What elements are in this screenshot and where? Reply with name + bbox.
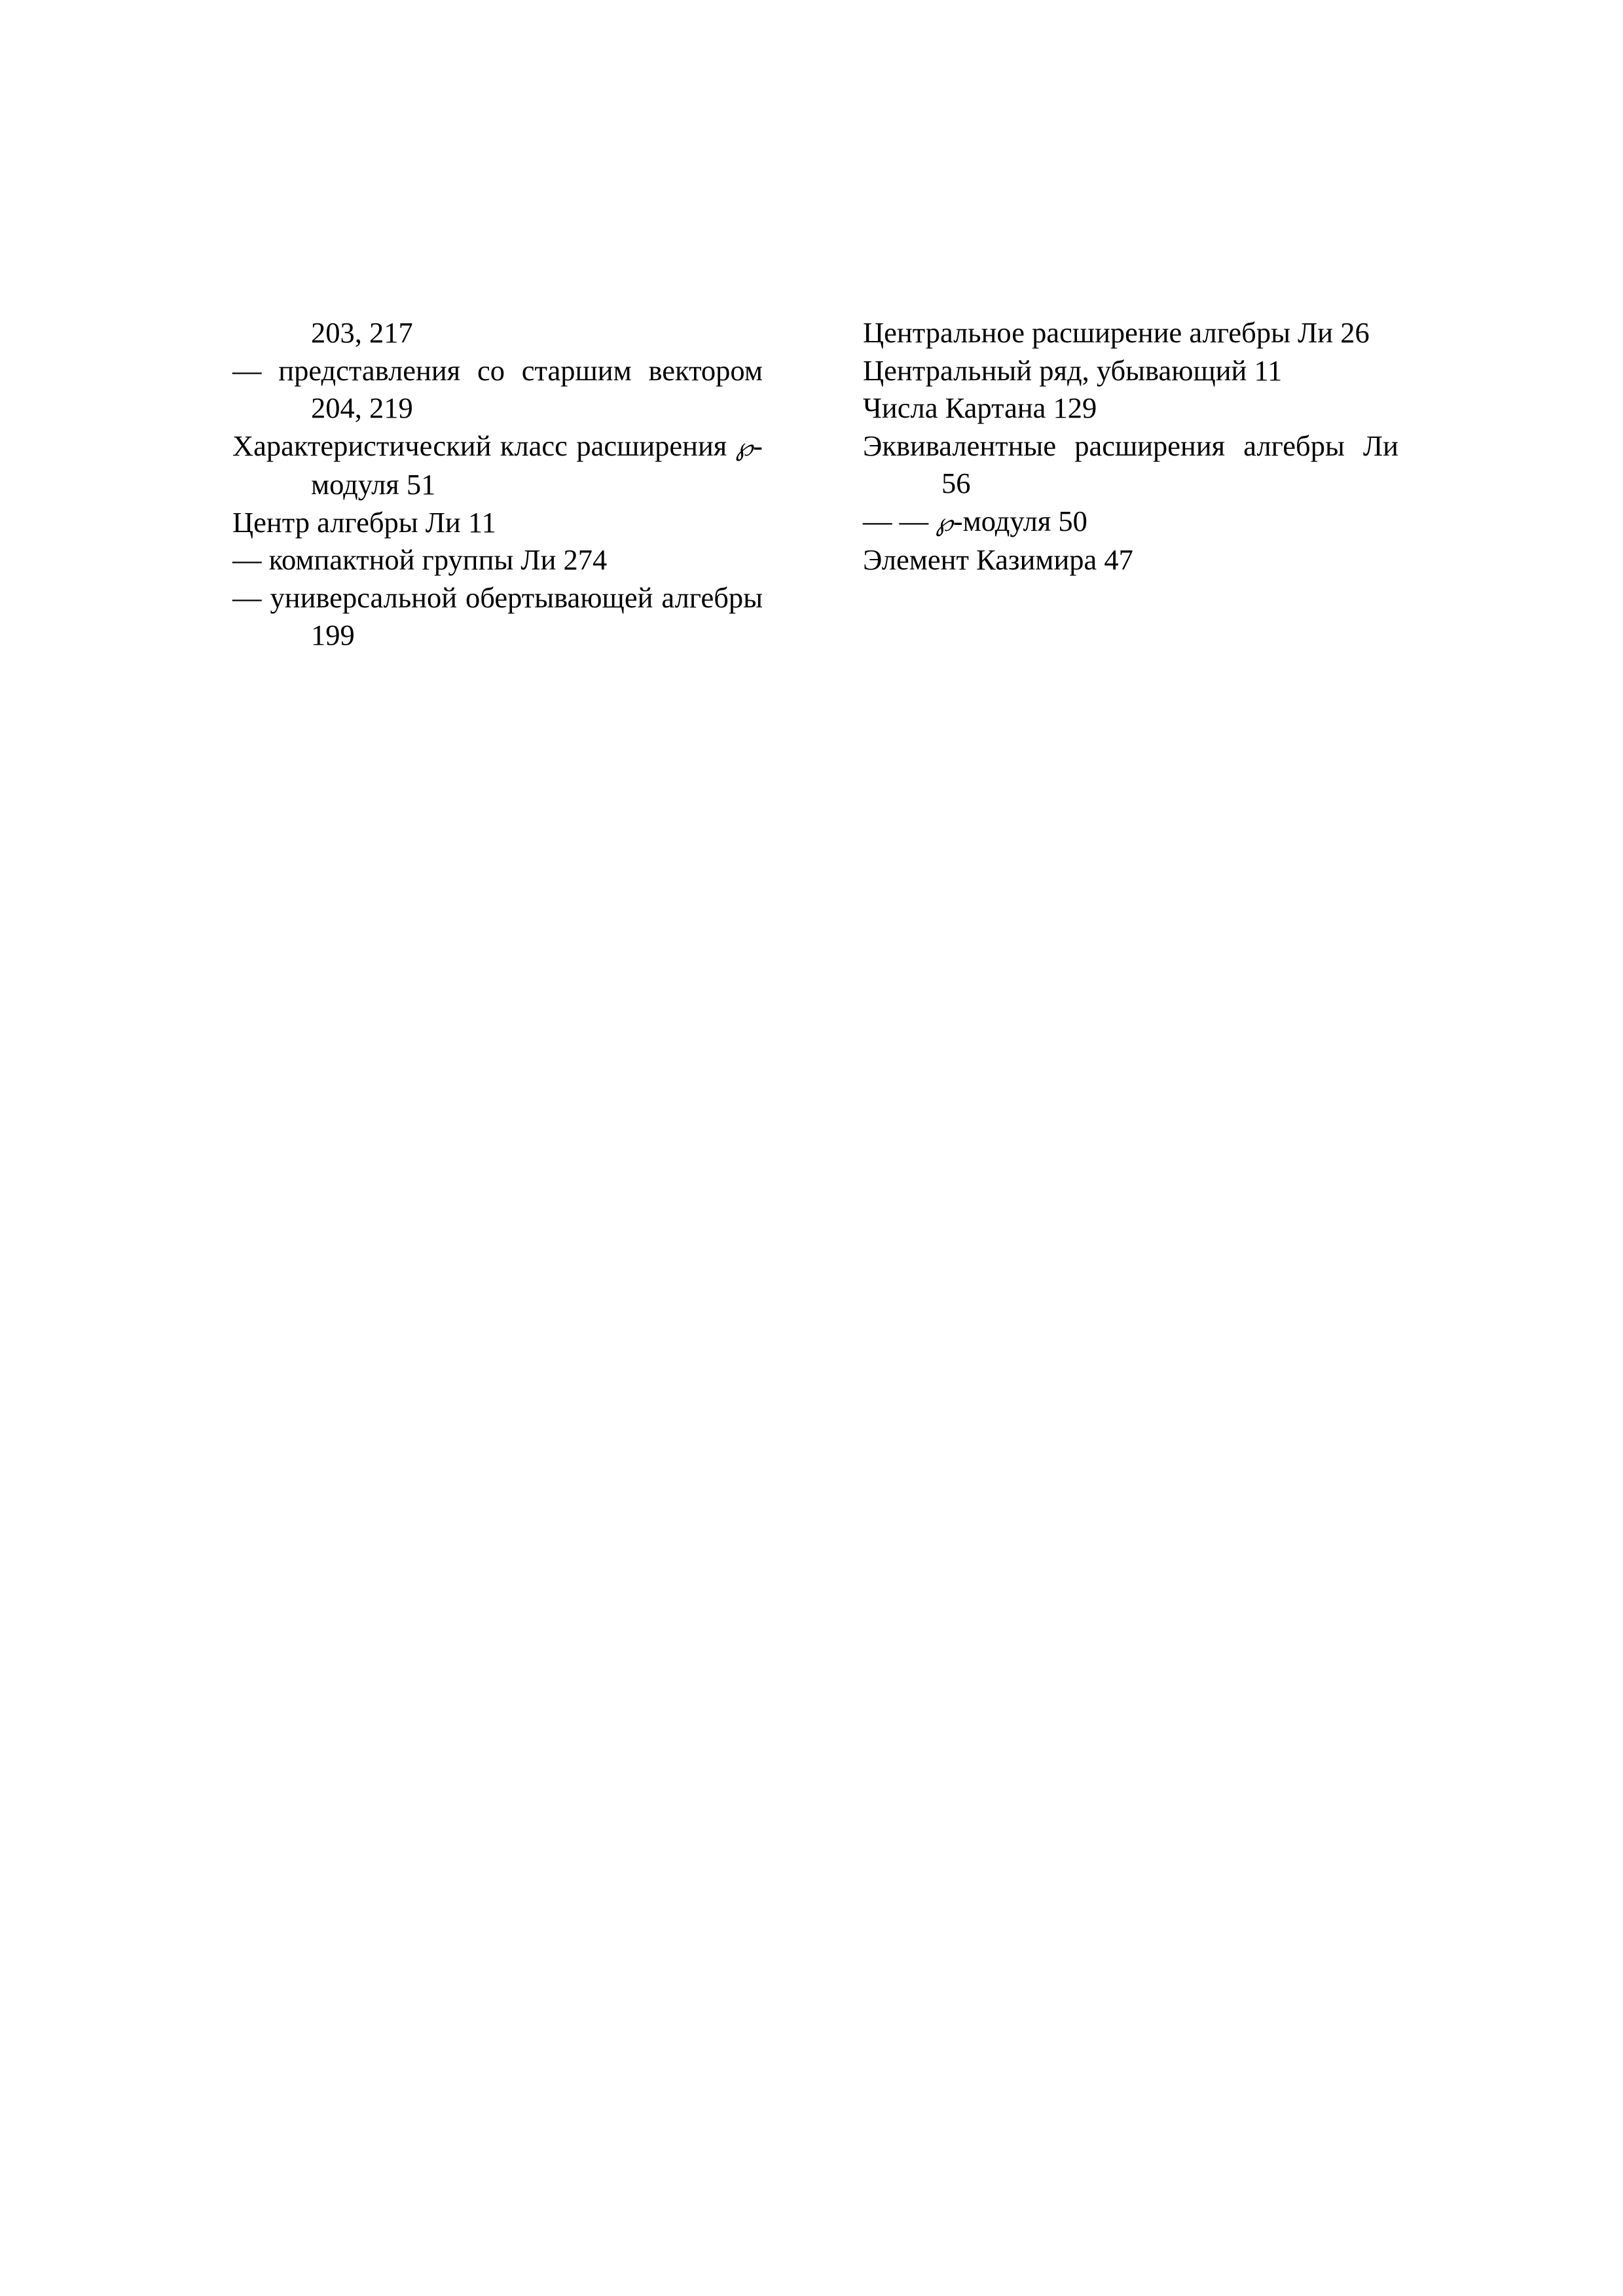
index-entry: Элемент Казимира 47 [863, 543, 1133, 576]
index-column-right [863, 314, 1398, 579]
g-module-symbol: ℘ [936, 507, 953, 537]
index-entry [863, 503, 1398, 542]
g-module-symbol: ℘ [735, 432, 754, 461]
index-entry: — универсальной обертывающей алгебры 199 [232, 581, 763, 651]
index-entry-text: — — [863, 504, 929, 537]
index-entry-suffix: -модуля 51 [311, 429, 763, 501]
index-entry: 203, 217 [311, 316, 413, 349]
index-entry: Центр алгебры Ли 11 [232, 505, 496, 539]
index-entry-text: Характеристический класс расширения [232, 429, 727, 462]
index-entry: Центральное расширение алгебры Ли 26 [863, 316, 1370, 349]
index-entry: — компактной группы Ли 274 [232, 543, 608, 576]
index-entry [232, 427, 763, 504]
index-entry: Числа Картана 129 [863, 391, 1097, 424]
index-column-left [232, 314, 763, 655]
index-entry: Центральный ряд, убывающий 11 [863, 353, 1283, 387]
index-entry-suffix: -модуля 50 [953, 504, 1087, 537]
index-entry: — представления со старшим вектором 204, 219 [232, 353, 763, 424]
index-entry: Эквивалентные расширения алгебры Ли 56 [863, 429, 1398, 499]
